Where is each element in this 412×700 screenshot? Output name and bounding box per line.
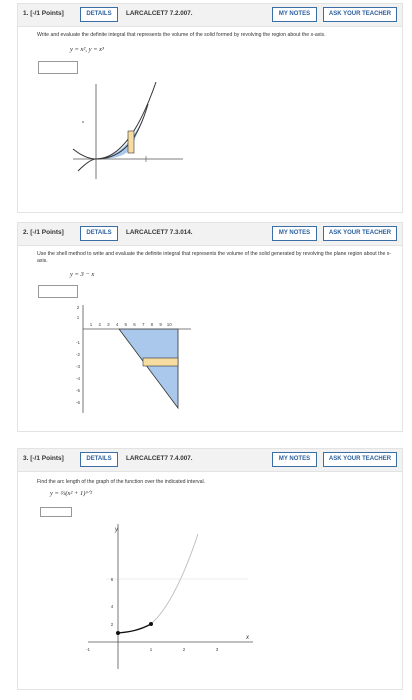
question-1-card bbox=[17, 3, 403, 213]
y-tick-label: 6 bbox=[110, 577, 114, 582]
question-prompt: Find the arc length of the graph of the function over the indicated interval. bbox=[37, 479, 206, 485]
question-number: 1. [-/1 Points] bbox=[23, 10, 64, 17]
y-tick-label: -5 bbox=[75, 388, 81, 393]
x-tick-label: 2 bbox=[98, 322, 101, 327]
answer-input[interactable] bbox=[38, 285, 78, 298]
x-tick-label: -1 bbox=[85, 647, 91, 652]
ask-teacher-button[interactable]: ASK YOUR TEACHER bbox=[323, 7, 397, 22]
question-2-card bbox=[17, 222, 403, 432]
representative-rectangle bbox=[128, 131, 134, 153]
details-button[interactable]: DETAILS bbox=[80, 226, 118, 241]
y-tick-label: -3 bbox=[75, 364, 81, 369]
highlighted-arc bbox=[118, 624, 151, 633]
arc-graph bbox=[85, 524, 258, 674]
question-3-card bbox=[17, 448, 403, 690]
problem-code: LARCALCET7 7.2.007. bbox=[126, 10, 193, 17]
region-graph bbox=[68, 79, 188, 184]
details-button[interactable]: DETAILS bbox=[80, 7, 118, 22]
problem-code: LARCALCET7 7.4.007. bbox=[126, 455, 193, 462]
question-header bbox=[18, 223, 402, 246]
question-header bbox=[18, 449, 402, 472]
x-tick-label: 6 bbox=[133, 322, 136, 327]
y-tick-label: -2 bbox=[75, 352, 81, 357]
ask-teacher-button[interactable]: ASK YOUR TEACHER bbox=[323, 452, 397, 467]
y-tick-label: -1 bbox=[75, 340, 81, 345]
x-tick-label: 8 bbox=[150, 322, 154, 327]
problem-code: LARCALCET7 7.3.014. bbox=[126, 229, 193, 236]
y-tick-label: -4 bbox=[75, 376, 81, 381]
arc-end-point bbox=[149, 622, 153, 626]
question-number: 2. [-/1 Points] bbox=[23, 229, 64, 236]
region-graph bbox=[73, 305, 203, 415]
answer-input[interactable] bbox=[38, 61, 78, 74]
x-axis-label: x bbox=[246, 635, 249, 641]
details-button[interactable]: DETAILS bbox=[80, 452, 118, 467]
question-prompt: Write and evaluate the definite integral that represents the volume of the solid formed by revolving the region about the x-axis. bbox=[37, 32, 326, 38]
my-notes-button[interactable]: MY NOTES bbox=[272, 226, 317, 241]
question-equation: y = 3 − x bbox=[70, 271, 95, 278]
y-tick-label: 1 bbox=[76, 315, 80, 320]
x-tick-label: 9 bbox=[159, 322, 162, 327]
question-equation: y = ⅔(x² + 1)³ᐟ² bbox=[50, 490, 93, 497]
x-tick-label: 1 bbox=[149, 647, 153, 652]
question-header bbox=[18, 4, 402, 27]
x-tick-label: 7 bbox=[141, 322, 145, 327]
x-tick-label: 10 bbox=[166, 322, 172, 327]
answer-input[interactable] bbox=[40, 507, 72, 517]
my-notes-button[interactable]: MY NOTES bbox=[272, 452, 317, 467]
x-tick-label: 4 bbox=[115, 322, 119, 327]
x-tick-label: 3 bbox=[215, 647, 219, 652]
question-prompt: Use the shell method to write and evaluate the definite integral that represents the volume of the solid generated by revolving the plane region about the x-axis. bbox=[37, 251, 392, 264]
ask-teacher-button[interactable]: ASK YOUR TEACHER bbox=[323, 226, 397, 241]
y-tick-label: 4 bbox=[110, 604, 114, 609]
x-tick-label: 2 bbox=[182, 647, 186, 652]
y-tick-label: 2 bbox=[76, 305, 80, 310]
x-tick-label: 5 bbox=[124, 322, 128, 327]
y-axis-label: y bbox=[115, 527, 118, 533]
question-number: 3. [-/1 Points] bbox=[23, 455, 64, 462]
my-notes-button[interactable]: MY NOTES bbox=[272, 7, 317, 22]
y-tick-label: -6 bbox=[75, 400, 81, 405]
x-tick-label: 3 bbox=[107, 322, 110, 327]
arc-start-point bbox=[116, 631, 120, 635]
curve-y-x-squared bbox=[73, 82, 156, 159]
shaded-region bbox=[119, 329, 178, 408]
y-tick-label: 2 bbox=[110, 622, 114, 627]
curve-y-x-cubed bbox=[78, 104, 148, 171]
question-equation: y = x², y = x³ bbox=[70, 46, 104, 53]
x-tick-label: 1 bbox=[89, 322, 93, 327]
representative-rectangle bbox=[143, 358, 178, 366]
